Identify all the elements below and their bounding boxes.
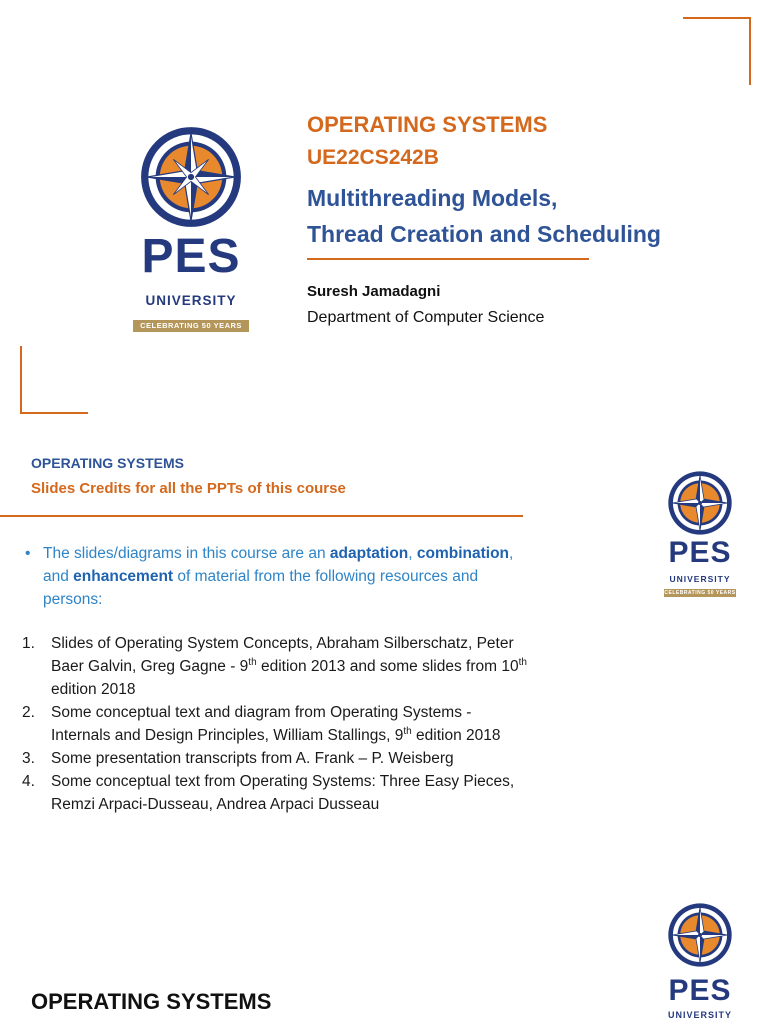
bullet-text-part: ,	[408, 545, 417, 562]
bullet-bold-adaptation: adaptation	[329, 545, 409, 562]
title-divider	[307, 258, 589, 260]
compass-emblem-icon	[664, 902, 736, 968]
slide-title-line-2: Thread Creation and Scheduling	[307, 221, 661, 247]
corner-bracket-top-right	[683, 17, 751, 85]
slide-title-line-1: Multithreading Models,	[307, 185, 558, 211]
title-slide	[0, 0, 768, 432]
reference-number: 3.	[22, 750, 35, 767]
logo-pes-text: PES	[668, 974, 732, 1007]
credits-slide	[0, 432, 768, 864]
reference-text: Some presentation transcripts from A. Frank – P. Weisberg	[51, 750, 454, 767]
corner-bracket-bottom-left	[20, 346, 88, 414]
reference-text: Some conceptual text and diagram from Operating Systems - Internals and Design Principles, William Stallings, 9	[51, 704, 472, 744]
ribbon-number: 50	[707, 590, 715, 596]
superscript: th	[248, 657, 257, 668]
ribbon-prefix: CELEBRATING	[140, 321, 202, 330]
third-slide	[0, 864, 768, 1024]
bullet-text-part: The slides/diagrams in this course are an	[43, 545, 330, 562]
ribbon-suffix: YEARS	[714, 590, 736, 596]
reference-item	[22, 701, 532, 747]
ribbon-suffix: YEARS	[211, 321, 242, 330]
course-name: OPERATING SYSTEMS	[307, 112, 548, 137]
logo-anniversary-ribbon	[133, 320, 249, 332]
reference-number: 2.	[22, 704, 35, 721]
slide-header-course: OPERATING SYSTEMS	[31, 455, 184, 471]
ribbon-number: 50	[201, 321, 212, 330]
header-divider	[0, 515, 523, 517]
ribbon-prefix: CELEBRATING	[664, 590, 708, 596]
reference-text: edition 2013 and some slides from 10	[256, 658, 519, 675]
bullet-text-part: , and	[43, 545, 514, 585]
credits-bullet	[25, 542, 525, 611]
logo-university-text: UNIVERSITY	[667, 1010, 732, 1020]
pes-university-logo	[133, 125, 249, 335]
reference-number: 1.	[22, 635, 35, 652]
compass-emblem-icon	[664, 470, 736, 536]
bullet-marker: •	[25, 545, 31, 562]
bullet-bold-combination: combination	[416, 545, 510, 562]
reference-item	[22, 632, 532, 701]
slide-header-subtitle: Slides Credits for all the PPTs of this course	[31, 480, 346, 497]
reference-text: edition 2018	[411, 727, 501, 744]
reference-item	[22, 770, 532, 816]
reference-text: Slides of Operating System Concepts, Abraham Silberschatz, Peter Baer Galvin, Greg Gagne - 9	[51, 635, 514, 675]
reference-item	[22, 747, 532, 770]
logo-pes-text: PES	[141, 230, 241, 283]
reference-text: edition 2018	[51, 681, 136, 698]
compass-emblem-icon	[133, 125, 249, 229]
references-list	[22, 632, 532, 816]
author-name: Suresh Jamadagni	[307, 283, 441, 300]
slide-title: OPERATING SYSTEMS	[31, 989, 272, 1014]
bullet-text-part: of material from the following resources and persons:	[43, 568, 479, 608]
reference-text: Some conceptual text from Operating Systems: Three Easy Pieces, Remzi Arpaci-Dusseau, Andrea Arpaci Dusseau	[51, 773, 515, 813]
bullet-text	[43, 542, 525, 611]
pes-university-logo-small	[664, 470, 736, 598]
logo-anniversary-ribbon	[664, 589, 736, 597]
logo-pes-text: PES	[668, 536, 732, 569]
pes-university-logo-small	[664, 902, 736, 1024]
logo-university-text: UNIVERSITY	[145, 293, 237, 308]
superscript: th	[518, 657, 527, 668]
reference-number: 4.	[22, 773, 35, 790]
department-name: Department of Computer Science	[307, 309, 545, 326]
logo-university-text: UNIVERSITY	[669, 574, 731, 584]
superscript: th	[403, 726, 412, 737]
course-code: UE22CS242B	[307, 146, 439, 169]
bullet-bold-enhancement: enhancement	[73, 568, 174, 585]
